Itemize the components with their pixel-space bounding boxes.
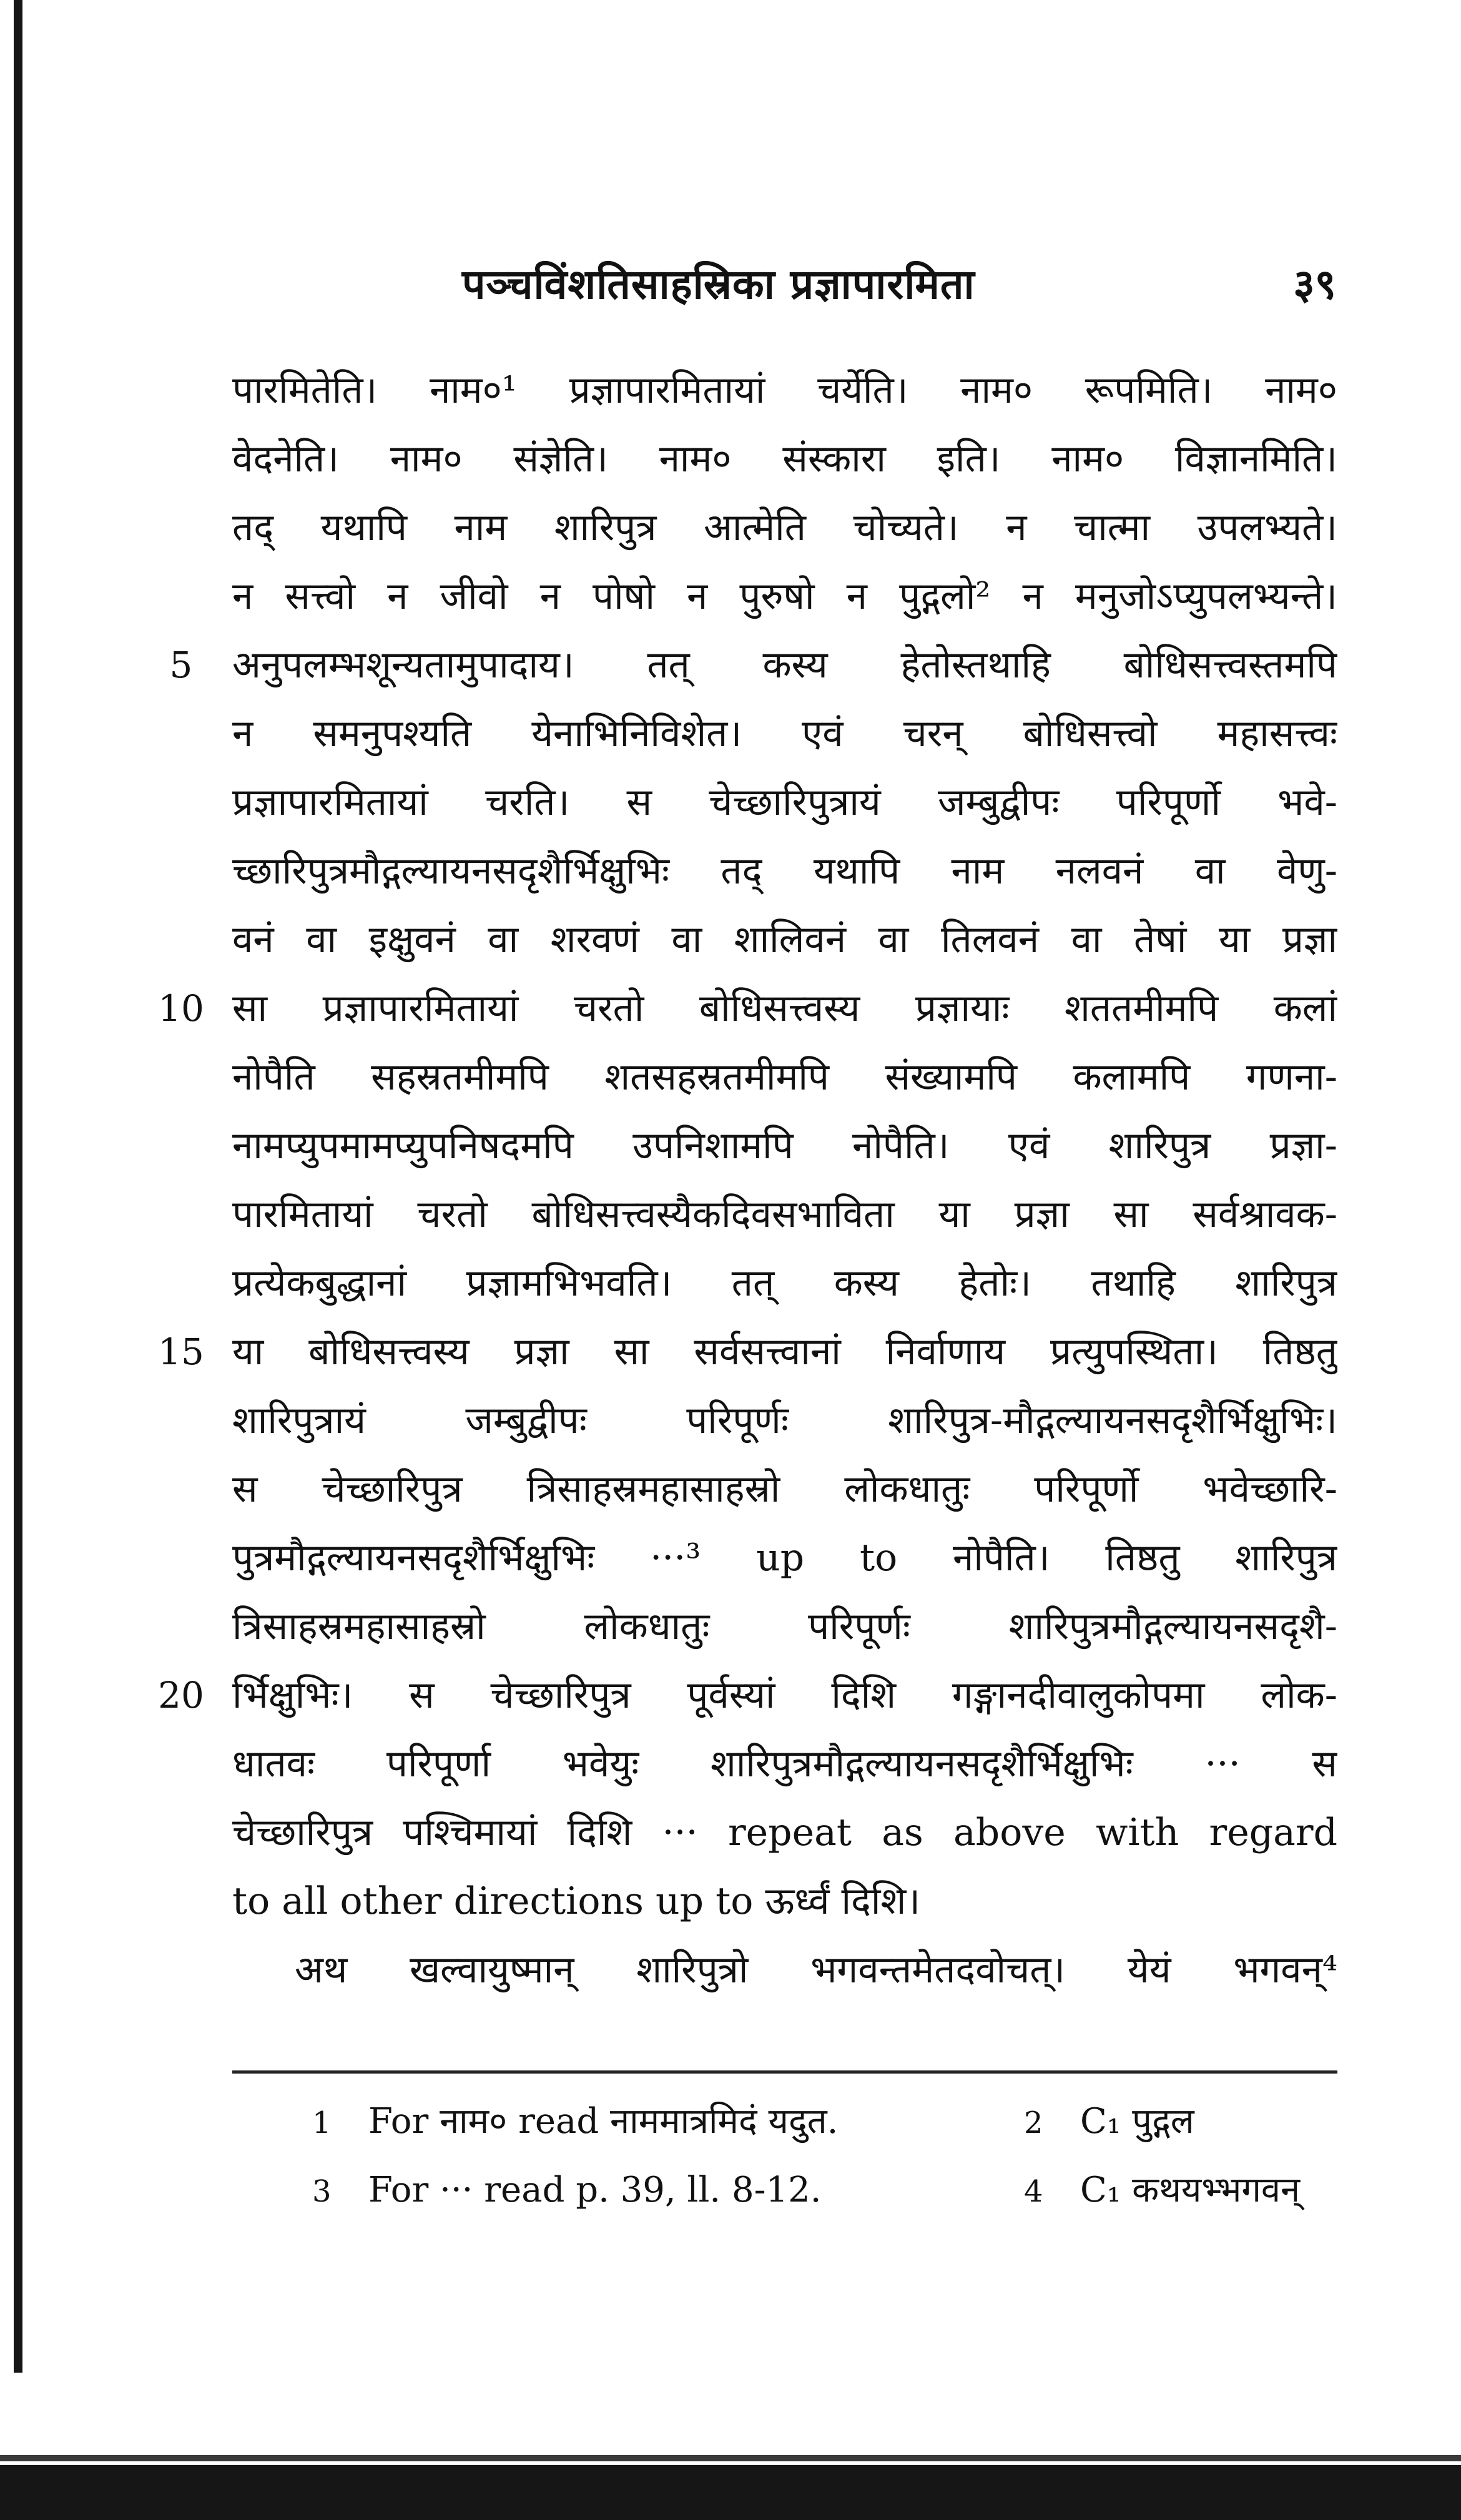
text-line: पुत्रमौद्गल्यायनसदृशैर्भिक्षुभिः ···³ up to नोपैति। तिष्ठतु शारिपुत्र [232,1536,1337,1580]
footnote-text: C₁ पुद्गल [1080,2101,1194,2142]
footnote [1024,2159,1300,2223]
page-header [462,255,1336,323]
footnote [1024,2090,1194,2154]
running-title: पञ्चविंशतिसाहस्रिका प्रज्ञापारमिता [462,260,975,308]
text-line: पारमितायां चरतो बोधिसत्त्वस्यैकदिवसभाविता या प्रज्ञा सा सर्वश्रावक- [232,1193,1337,1236]
text-line: वनं वा इक्षुवनं वा शरवणं वा शालिवनं वा तिलवनं वा तेषां या प्रज्ञा [232,918,1337,962]
text-line: शारिपुत्रायं जम्बुद्वीपः परिपूर्णः शारिपुत्र-मौद्गल्यायनसदृशैर्भिक्षुभिः। [232,1399,1337,1442]
text-line: पारमितेति। नाम०¹ प्रज्ञापारमितायां चर्येति। नाम० रूपमिति। नाम० [232,368,1337,412]
text-line: अनुपलम्भशून्यतामुपादाय। तत् कस्य हेतोस्तथाहि बोधिसत्त्वस्तमपि [232,643,1337,687]
line-number: 15 [158,1331,204,1373]
footnote [312,2159,822,2223]
text-line: न सत्त्वो न जीवो न पोषो न पुरुषो न पुद्गलो² न मनुजोऽप्युपलभ्यन्ते। [232,574,1337,618]
text-line: तद् यथापि नाम शारिपुत्र आत्मेति चोच्यते। न चात्मा उपलभ्यते। [232,506,1337,549]
line-number: 20 [158,1674,204,1716]
line-number: 5 [169,644,193,686]
text-line: धातवः परिपूर्णा भवेयुः शारिपुत्रमौद्गल्यायनसदृशैर्भिक्षुभिः ··· स [232,1742,1337,1786]
text-line: सा प्रज्ञापारमितायां चरतो बोधिसत्त्वस्य प्रज्ञायाः शततमीमपि कलां [232,987,1337,1030]
text-line: या बोधिसत्त्वस्य प्रज्ञा सा सर्वसत्त्वानां निर्वाणाय प्रत्युपस्थिता। तिष्ठतु [232,1330,1337,1374]
footnote-text: For नाम० read नाममात्रमिदं यदुत. [368,2101,839,2142]
text-line: वेदनेति। नाम० संज्ञेति। नाम० संस्कारा इति। नाम० विज्ञानमिति। [232,437,1337,481]
footnote-text: C₁ कथयभ्भगवन् [1080,2170,1301,2210]
text-line: स चेच्छारिपुत्र त्रिसाहस्रमहासाहस्रो लोकधातुः परिपूर्णो भवेच्छारि- [232,1467,1337,1511]
footnote-mark: 3 [312,2174,332,2209]
footnote-rule [232,2070,1337,2074]
text-line: च्छारिपुत्रमौद्गल्यायनसदृशैर्भिक्षुभिः तद् यथापि नाम नलवनं वा वेणु- [232,849,1337,893]
footnote-text: For ··· read p. 39, ll. 8-12. [368,2170,822,2210]
page-left-border [14,0,22,2373]
text-line: चेच्छारिपुत्र पश्चिमायां दिशि ··· repeat as above with regard [232,1811,1337,1854]
text-line: प्रज्ञापारमितायां चरति। स चेच्छारिपुत्रायं जम्बुद्वीपः परिपूर्णो भवे- [232,780,1337,824]
line-number: 10 [158,987,204,1030]
text-line: र्भिक्षुभिः। स चेच्छारिपुत्र पूर्वस्यां दिशि गङ्गानदीवालुकोपमा लोक- [232,1673,1337,1717]
footnotes [312,2090,1336,2247]
text-line: नोपैति सहस्रतमीमपि शतसहस्रतमीमपि संख्यामपि कलामपि गणना- [232,1055,1337,1099]
footnote-mark: 4 [1024,2174,1043,2209]
footnote [312,2090,838,2154]
footnote-mark: 2 [1024,2105,1043,2140]
page-bottom-edge [0,2455,1461,2461]
page-bottom-border [0,2465,1461,2520]
page-number: ३९ [1293,260,1336,308]
text-line: to all other directions up to ऊर्ध्वं दिशि। [232,1879,920,1923]
footnote-mark: 1 [312,2105,332,2140]
text-line: नामप्युपमामप्युपनिषदमपि उपनिशामपि नोपैति। एवं शारिपुत्र प्रज्ञा- [232,1124,1337,1168]
text-line: त्रिसाहस्रमहासाहस्रो लोकधातुः परिपूर्णः शारिपुत्रमौद्गल्यायनसदृशै- [232,1605,1337,1648]
text-line: अथ खल्वायुष्मान् शारिपुत्रो भगवन्तमेतदवोचत्। येयं भगवन्⁴ [295,1948,1337,1992]
text-line: न समनुपश्यति येनाभिनिविशेत। एवं चरन् बोधिसत्त्वो महासत्त्वः [232,712,1337,756]
text-line: प्रत्येकबुद्धानां प्रज्ञामभिभवति। तत् कस्य हेतोः। तथाहि शारिपुत्र [232,1261,1337,1305]
